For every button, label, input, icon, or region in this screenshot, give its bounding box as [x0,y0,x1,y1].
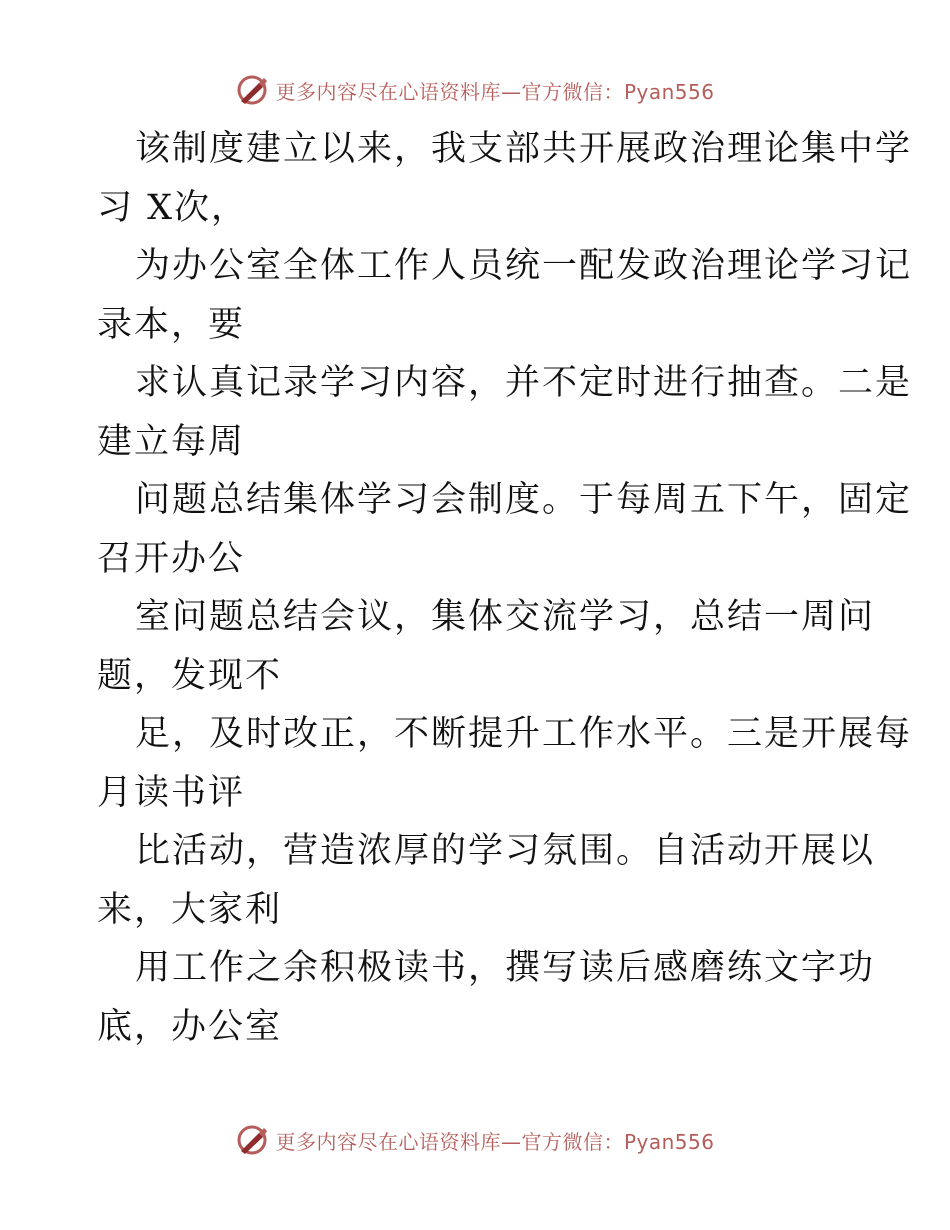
text-line: 求认真记录学习内容，并不定时进行抽查。二是 [135,363,913,403]
text-line: 录本，要 [97,304,246,345]
text-line: 用工作之余积极读书，撰写读后感磨练文字功 [135,948,876,988]
text-line: 来，大家利 [97,889,283,930]
text-line: 题，发现不 [97,655,283,696]
watermark-text: 更多内容尽在心语资料库—官方微信：Pyan556 [275,79,715,104]
text-line: 召开办公 [97,538,246,579]
watermark-text: 更多内容尽在心语资料库—官方微信：Pyan556 [275,1129,715,1154]
text-line: 足，及时改正，不断提升工作水平。三是开展每 [135,714,913,754]
footer-watermark [0,1120,950,1160]
pen-logo-icon [235,73,269,107]
text-line: 问题总结集体学习会制度。于每周五下午，固定 [135,480,913,520]
text-line: 比活动，营造浓厚的学习氛围。自活动开展以 [135,831,876,871]
text-line: 底，办公室 [97,1006,283,1047]
header-watermark [0,70,950,110]
pen-logo-icon [235,1123,269,1157]
text-line: 建立每周 [97,421,246,462]
text-line: 月读书评 [97,772,246,813]
text-line: 该制度建立以来，我支部共开展政治理论集中学 [135,129,913,169]
text-line: 习 X次， [97,187,249,228]
text-line: 为办公室全体工作人员统一配发政治理论学习记 [135,246,913,286]
text-line: 室问题总结会议，集体交流学习，总结一周问 [135,597,876,637]
document-body [97,120,913,1056]
